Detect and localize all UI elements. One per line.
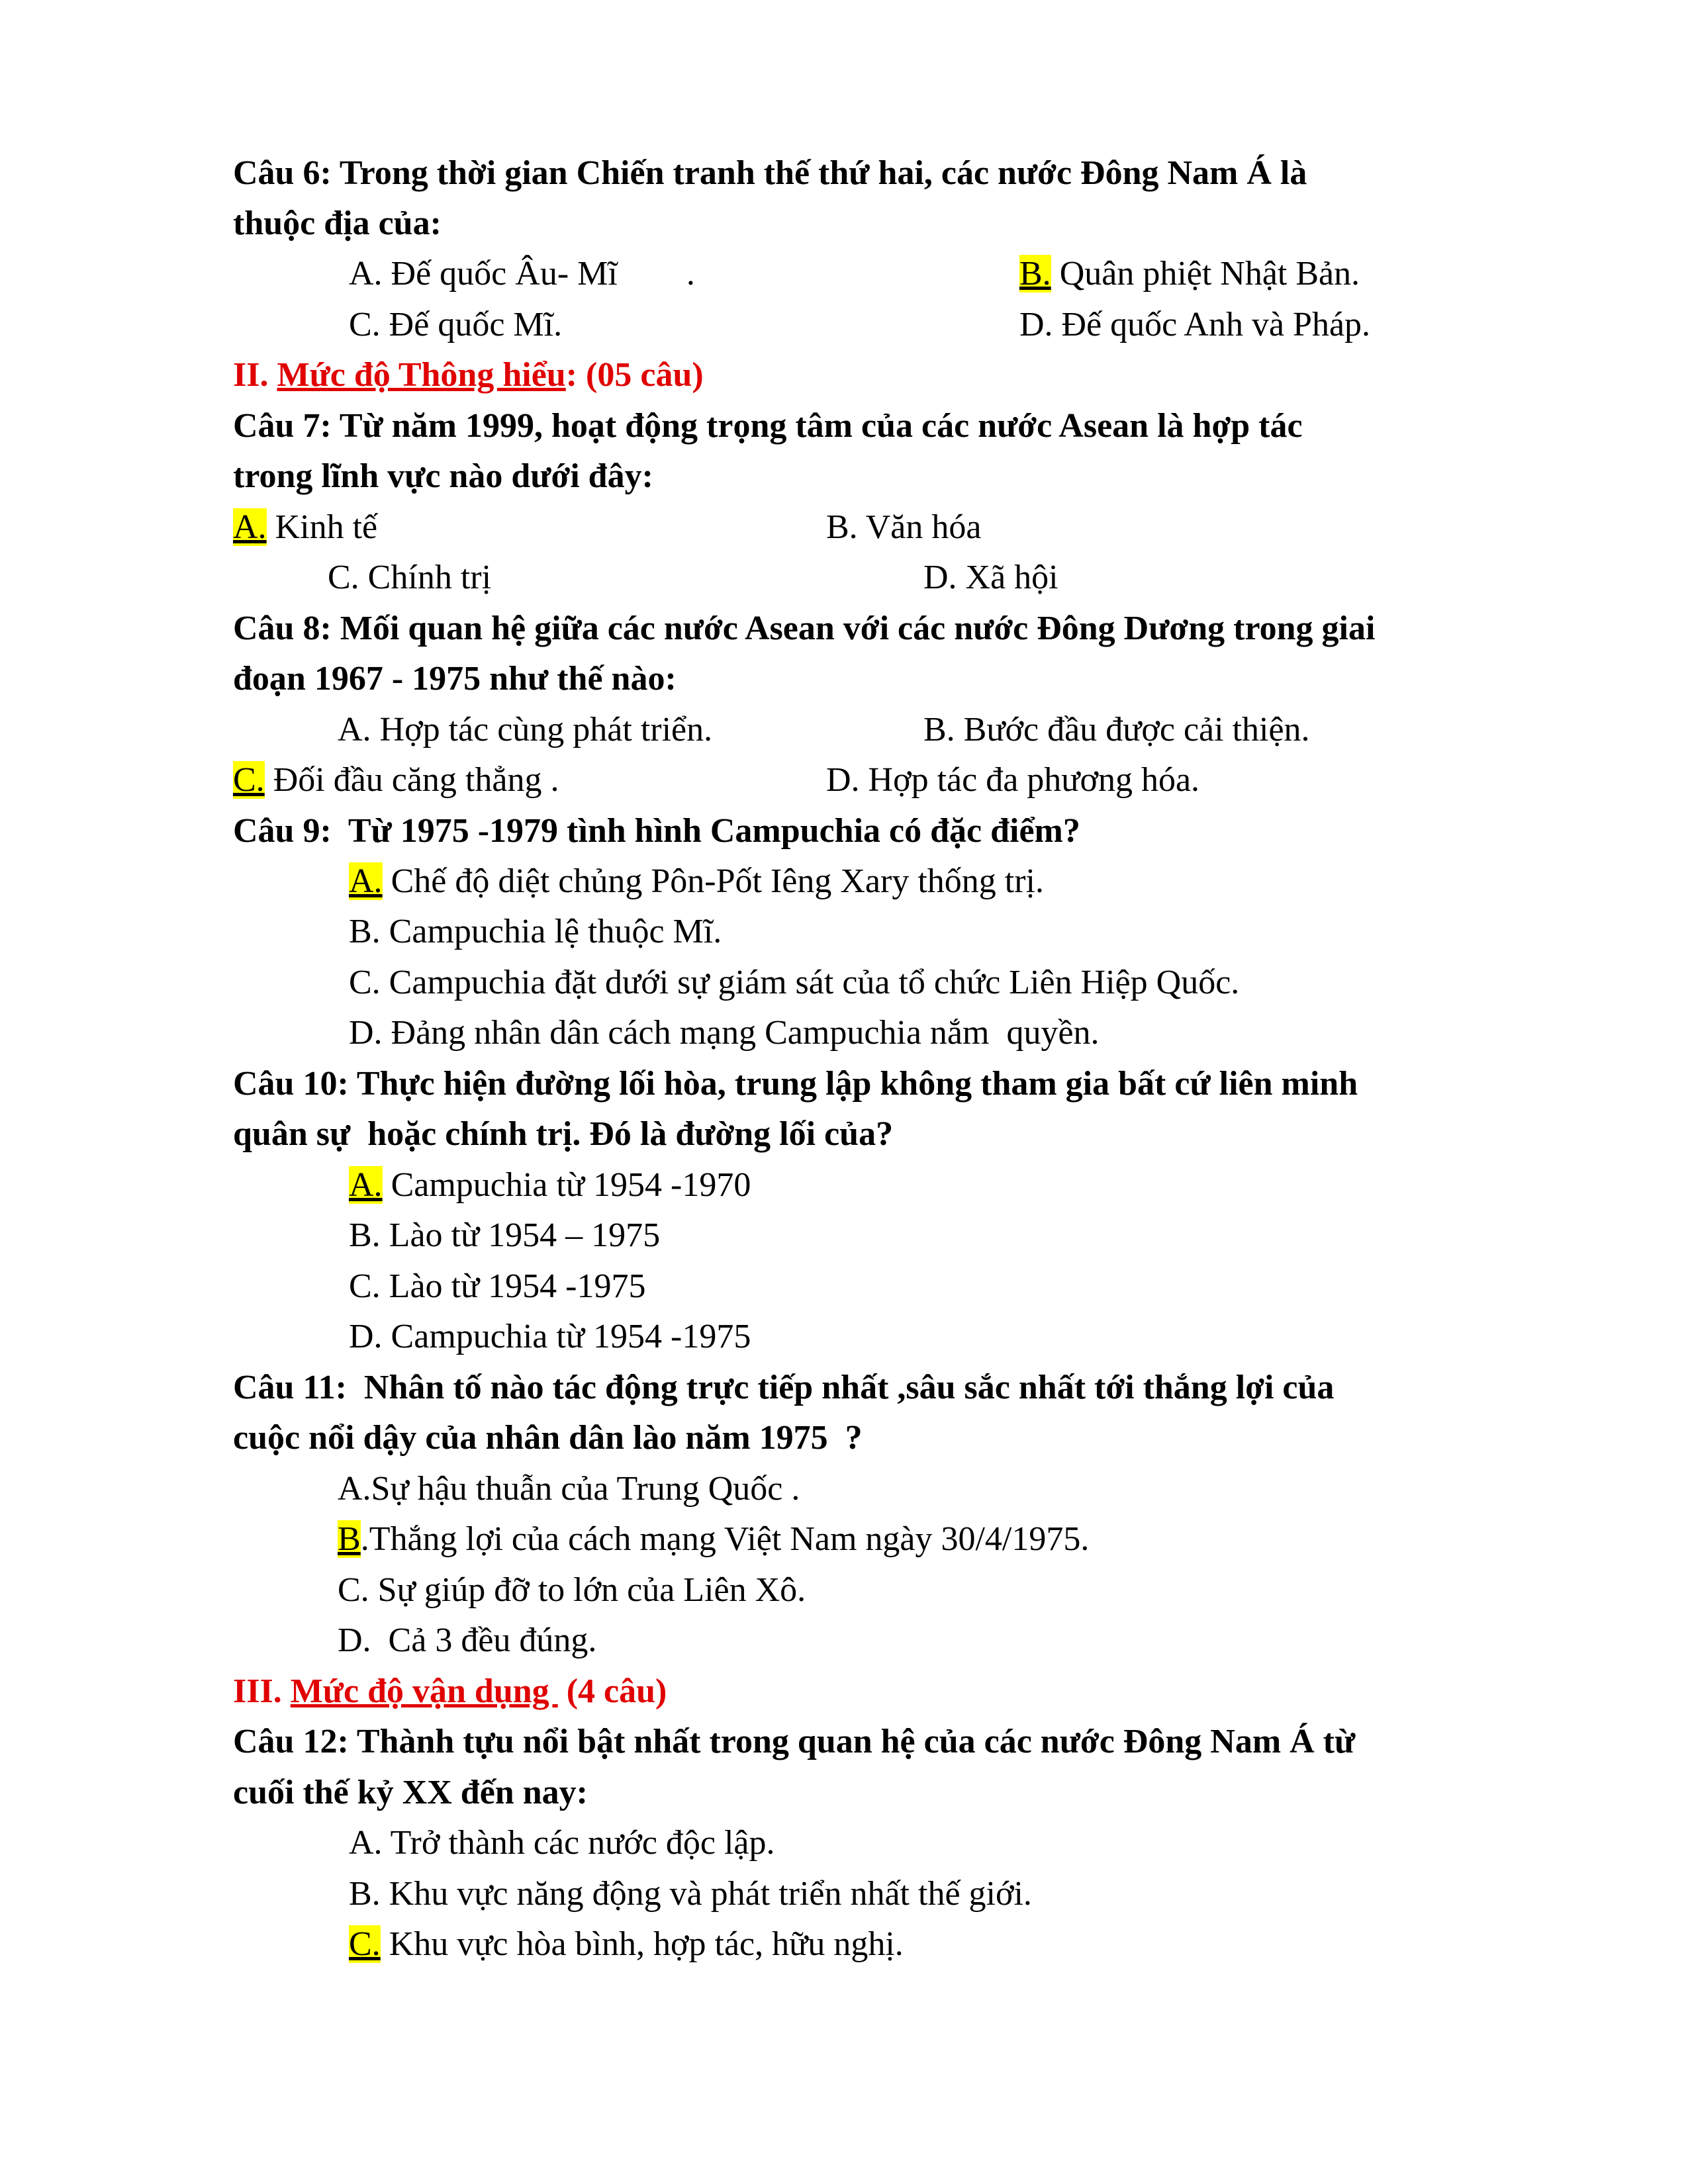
answer-key-highlight: B. [1019, 255, 1051, 293]
q8-line2: đoạn 1967 - 1975 như thế nào: [233, 660, 677, 698]
q8-option-c-text: Đối đầu căng thẳng . [264, 761, 559, 799]
q10-line2: quân sự hoặc chính trị. Đó là đường lối của? [233, 1115, 894, 1153]
answer-key-highlight: A. [349, 862, 383, 900]
q12-line2: cuối thế kỷ XX đến nay: [233, 1774, 588, 1811]
q6-option-c: C. Đế quốc Mĩ. [349, 306, 563, 343]
q12-option-a: A. Trở thành các nước độc lập. [349, 1824, 775, 1862]
q12-option-c-text: Khu vực hòa bình, hợp tác, hữu nghị. [380, 1925, 904, 1963]
answer-key-highlight: C. [349, 1925, 381, 1963]
q9-option-b: B. Campuchia lệ thuộc Mĩ. [349, 913, 722, 950]
q7-option-c: C. Chính trị [328, 559, 492, 596]
q8-line1: Câu 8: Mối quan hệ giữa các nước Asean với các nước Đông Dương trong giai [233, 610, 1376, 647]
q6-option-d: D. Đế quốc Anh và Pháp. [1019, 306, 1371, 343]
q11-option-b-text: .Thắng lợi của cách mạng Việt Nam ngày 30/4/1975. [360, 1520, 1090, 1558]
q7-line2: trong lĩnh vực nào dưới đây: [233, 457, 653, 495]
q8-option-a: A. Hợp tác cùng phát triển. [338, 711, 713, 749]
section-2-heading [233, 355, 704, 395]
section-2-suffix: : (05 câu) [565, 356, 704, 394]
q11-line1: Câu 11: Nhân tố nào tác động trực tiếp nhất ,sâu sắc nhất tới thắng lợi của [233, 1369, 1335, 1406]
answer-key-highlight: A. [349, 1166, 383, 1204]
q9-option-c: C. Campuchia đặt dưới sự giám sát của tổ chức Liên Hiệp Quốc. [349, 964, 1240, 1001]
q6-line2: thuộc địa của: [233, 205, 442, 242]
q7-option-d: D. Xã hội [923, 559, 1058, 596]
q12-option-c [349, 1925, 904, 1964]
q7-option-b: B. Văn hóa [826, 508, 982, 546]
q9-line1: Câu 9: Từ 1975 -1979 tình hình Campuchia có đặc điểm? [233, 812, 1080, 850]
q10-option-a-text: Campuchia từ 1954 -1970 [382, 1166, 751, 1204]
q7-line1: Câu 7: Từ năm 1999, hoạt động trọng tâm của các nước Asean là hợp tác [233, 407, 1303, 445]
q9-option-a [349, 862, 1044, 901]
q11-option-c: C. Sự giúp đỡ to lớn của Liên Xô. [338, 1571, 806, 1609]
q10-option-d: D. Campuchia từ 1954 -1975 [349, 1318, 751, 1355]
q8-option-c [233, 760, 559, 800]
section-3-suffix: (4 câu) [557, 1672, 667, 1710]
section-3-prefix: III. [233, 1672, 291, 1710]
q9-option-d: D. Đảng nhân dân cách mạng Campuchia nắm quyền. [349, 1014, 1100, 1052]
q12-option-b: B. Khu vực năng động và phát triển nhất thế giới. [349, 1875, 1032, 1913]
section-2-title: Mức độ Thông hiểu [277, 356, 566, 394]
q6-line1: Câu 6: Trong thời gian Chiến tranh thế thứ hai, các nước Đông Nam Á là [233, 154, 1307, 192]
q6-option-b-text: Quân phiệt Nhật Bản. [1051, 255, 1360, 293]
answer-key-highlight: A. [233, 508, 267, 546]
q9-option-a-text: Chế độ diệt chủng Pôn-Pốt Iêng Xary thống trị. [382, 862, 1044, 900]
q7-option-a-text: Kinh tế [266, 508, 378, 546]
q12-line1: Câu 12: Thành tựu nổi bật nhất trong quan hệ của các nước Đông Nam Á từ [233, 1723, 1356, 1760]
q10-option-a [349, 1165, 751, 1205]
q8-option-b: B. Bước đầu được cải thiện. [923, 711, 1310, 749]
section-2-prefix: II. [233, 356, 277, 394]
q10-option-b: B. Lào từ 1954 – 1975 [349, 1216, 661, 1254]
answer-key-highlight: B [338, 1520, 361, 1558]
q11-option-a: A.Sự hậu thuẫn của Trung Quốc . [338, 1470, 800, 1508]
q10-option-c: C. Lào từ 1954 -1975 [349, 1267, 646, 1305]
q6-option-a: A. Đế quốc Âu- Mĩ . [349, 255, 695, 293]
q7-option-a [233, 508, 377, 547]
section-3-title: Mức độ vận dụng [290, 1672, 558, 1710]
q10-line1: Câu 10: Thực hiện đường lối hòa, trung lập không tham gia bất cứ liên minh [233, 1065, 1358, 1103]
q6-option-b [1019, 254, 1360, 294]
section-3-heading [233, 1672, 667, 1711]
q11-option-b [338, 1520, 1089, 1559]
q8-option-d: D. Hợp tác đa phương hóa. [826, 761, 1200, 799]
q11-option-d: D. Cả 3 đều đúng. [338, 1621, 597, 1659]
answer-key-highlight: C. [233, 761, 265, 799]
q11-line2: cuộc nổi dậy của nhân dân lào năm 1975 ? [233, 1419, 863, 1457]
